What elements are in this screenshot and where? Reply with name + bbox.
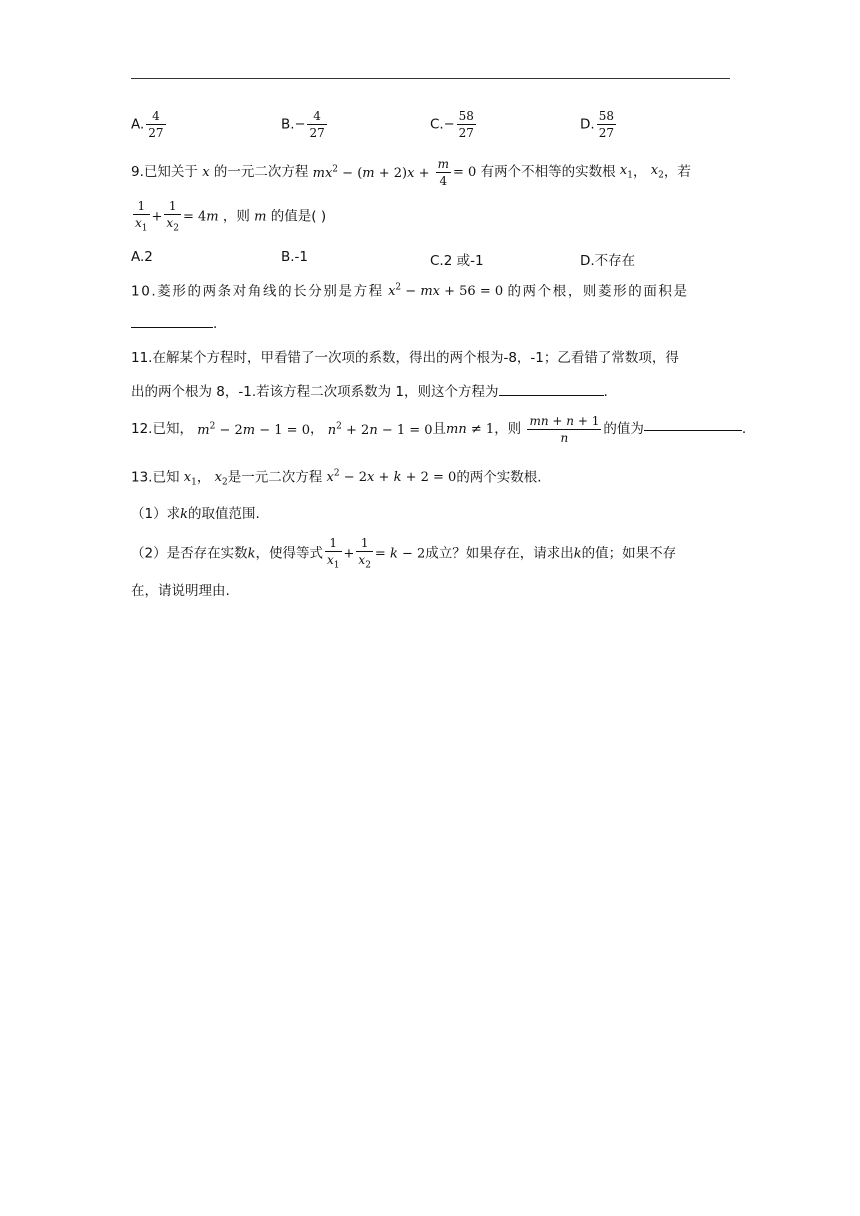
option-label: D. bbox=[580, 116, 595, 133]
answer-blank bbox=[131, 326, 213, 328]
q13-part-2-line-1: （2）是否存在实数k，使得等式 $\frac{1}{x_1}$ + $\frac{1}{x_2}$ = k − 2成立？如果存在，请求出k的值；如果不存 bbox=[131, 535, 676, 573]
q12-equation-m: $m^2 - 2m - 1 = 0$ bbox=[197, 421, 310, 438]
option-label: A. bbox=[131, 116, 145, 133]
q12-equation-n: $n^2 + 2n - 1 = 0$ bbox=[327, 421, 433, 438]
q11-line-2: 出的两个根为 8，-1.若该方程二次项系数为 1，则这个方程为 . bbox=[131, 384, 608, 400]
q10-equation: $x^2$ − mx + 56 = 0 bbox=[388, 283, 504, 300]
q8-option-a bbox=[131, 108, 168, 141]
q9-line-2: $\frac{1}{x_1}$ + $\frac{1}{x_2}$ = 4m ，则 m 的值是( ) bbox=[131, 198, 326, 236]
fraction-1-over-x1: $\frac{1}{x_1}$ bbox=[326, 536, 340, 571]
option-fraction: $\frac{58}{27}$ bbox=[458, 109, 474, 140]
option-label: C. bbox=[430, 116, 444, 133]
q10-line-1: 10.菱形的两条对角线的长分别是方程 $x^2$ − mx + 56 = 0 的两个根，则菱形的面积是 bbox=[131, 283, 689, 300]
q13-part-1: （1）求k的取值范围. bbox=[131, 506, 260, 522]
q8-option-d bbox=[580, 108, 618, 141]
q9-option-a: A.2 bbox=[131, 249, 153, 265]
option-sign: − bbox=[294, 117, 306, 132]
q13-part-2-line-2: 在，请说明理由. bbox=[131, 583, 230, 599]
option-fraction: $\frac{58}{27}$ bbox=[598, 109, 614, 140]
q10-line-2: . bbox=[131, 318, 217, 332]
q9-option-d: D.不存在 bbox=[580, 253, 636, 269]
option-sign: − bbox=[443, 117, 455, 132]
fraction-1-over-x1: $\frac{1}{x_1}$ bbox=[135, 199, 148, 234]
header-rule bbox=[131, 78, 730, 79]
q12-fraction: $\frac{mn + n + 1}{n}$ bbox=[529, 414, 600, 445]
option-label: B. bbox=[281, 116, 295, 133]
q13-equation: $x^2 - 2x + k + 2 = 0$ bbox=[326, 469, 457, 486]
q9-option-c: C.2 或-1 bbox=[430, 253, 484, 269]
q12-line: 12.已知， $m^2 - 2m - 1 = 0$， $n^2 + 2n - 1 = 0$且mn ≠ 1，则 $\frac{mn + n + 1}{n}$ 的值为 . bbox=[131, 414, 747, 445]
q9-equation: $mx^2 - (m + 2)x$ + bbox=[312, 164, 434, 181]
answer-blank bbox=[644, 429, 742, 431]
q9-line-1: 9.已知关于 x 的一元二次方程 $mx^2 - (m + 2)x$ + $\frac{m}{4}$ = 0 有两个不相等的实数根 $x_1$， $x_2$，若 bbox=[131, 157, 691, 188]
q9-option-b: B.-1 bbox=[281, 249, 309, 265]
option-fraction: $\frac{4}{27}$ bbox=[309, 109, 325, 140]
fraction-1-over-x2: $\frac{1}{x_2}$ bbox=[166, 199, 179, 234]
q11-line-1: 11.在解某个方程时，甲看错了一次项的系数，得出的两个根为-8，-1；乙看错了常数项，得 bbox=[131, 350, 679, 366]
q13-line: 13.已知 $x_1$， $x_2$是一元二次方程 $x^2 - 2x + k + 2 = 0$的两个实数根. bbox=[131, 469, 542, 488]
fraction-1-over-x2: $\frac{1}{x_2}$ bbox=[358, 536, 371, 571]
answer-blank bbox=[499, 394, 604, 396]
q9-fraction-m-over-4: $\frac{m}{4}$ bbox=[437, 157, 450, 188]
q8-option-c bbox=[430, 108, 478, 141]
q8-option-b bbox=[281, 108, 329, 141]
option-fraction: $\frac{4}{27}$ bbox=[148, 109, 164, 140]
